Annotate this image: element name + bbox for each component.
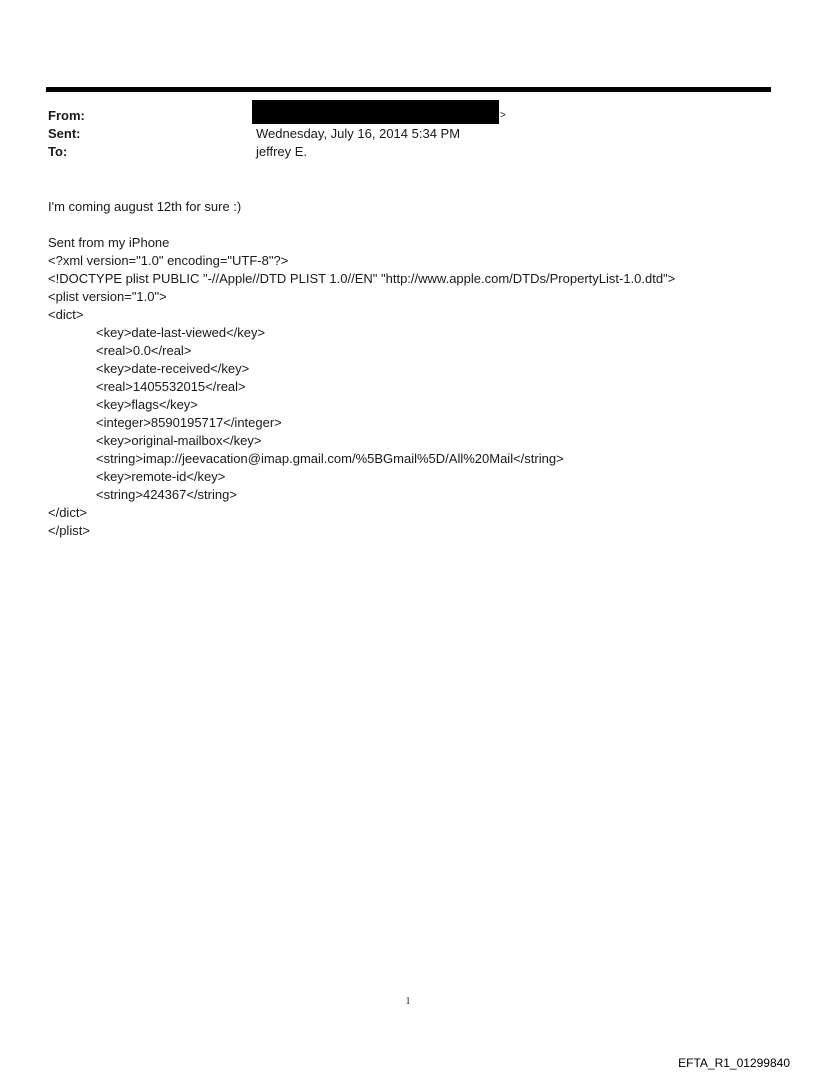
xml-declaration-line: <?xml version="1.0" encoding="UTF-8"?> <box>48 253 289 268</box>
sent-label: Sent: <box>48 126 81 141</box>
from-label: From: <box>48 108 85 123</box>
signature-line: Sent from my iPhone <box>48 235 170 250</box>
doctype-line: <!DOCTYPE plist PUBLIC "-//Apple//DTD PLIST 1.0//EN" "http://www.apple.com/DTDs/PropertyList-1.0.dtd"> <box>48 271 676 286</box>
plist-close-line: </plist> <box>48 523 90 538</box>
to-label: To: <box>48 144 68 159</box>
plist-entry-line: <string>imap://jeevacation@imap.gmail.com/%5BGmail%5D/All%20Mail</string> <box>96 451 564 466</box>
to-row <box>48 143 748 161</box>
plist-entry-line: <string>424367</string> <box>96 487 237 502</box>
from-row <box>48 107 748 125</box>
message-body <box>48 234 788 540</box>
plist-entry-line: <key>remote-id</key> <box>96 469 226 484</box>
dict-open-line: <dict> <box>48 307 84 322</box>
sent-value: Wednesday, July 16, 2014 5:34 PM <box>256 126 461 141</box>
dict-close-line: </dict> <box>48 505 88 520</box>
redaction-block <box>252 100 499 124</box>
header-divider-rule <box>46 87 771 92</box>
sent-row <box>48 125 748 143</box>
plist-open-line: <plist version="1.0"> <box>48 289 167 304</box>
plist-entry-line: <key>flags</key> <box>96 397 198 412</box>
to-value: jeffrey E. <box>256 144 308 159</box>
plist-entry-line: <real>1405532015</real> <box>96 379 246 394</box>
plist-entry-line: <key>date-last-viewed</key> <box>96 325 266 340</box>
bates-number: EFTA_R1_01299840 <box>678 1056 790 1070</box>
page-number: 1 <box>405 996 411 1007</box>
plist-entry-line: <real>0.0</real> <box>96 343 192 358</box>
plist-entry-line: <key>original-mailbox</key> <box>96 433 262 448</box>
email-header <box>48 107 748 161</box>
plist-entry-line: <integer>8590195717</integer> <box>96 415 282 430</box>
plist-entry-line: <key>date-received</key> <box>96 361 250 376</box>
message-text: I'm coming august 12th for sure :) <box>48 199 242 214</box>
from-value-tail: > <box>500 110 506 121</box>
